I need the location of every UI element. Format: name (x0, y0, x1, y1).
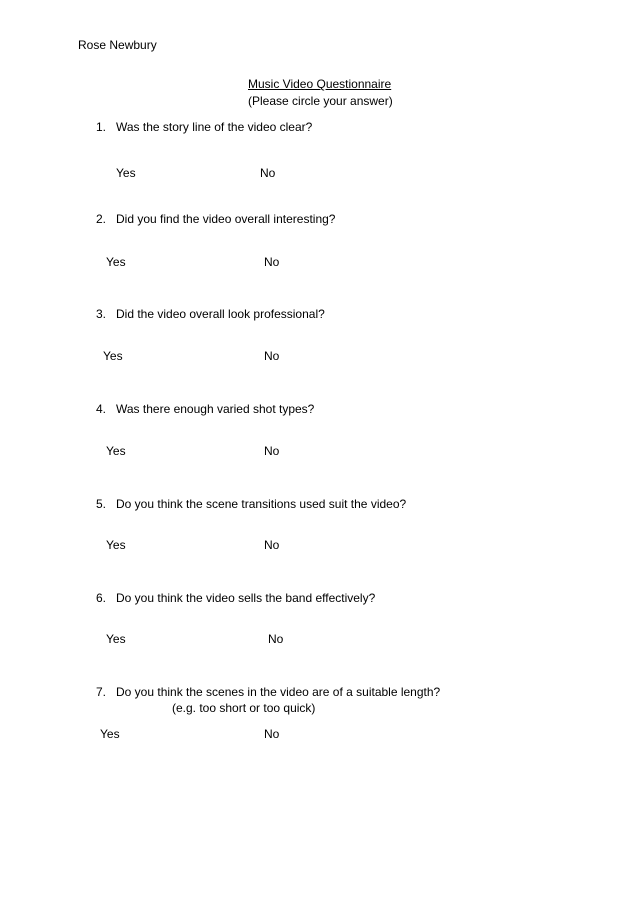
answer-yes[interactable]: Yes (100, 727, 120, 741)
answer-no[interactable]: No (264, 349, 280, 363)
question-number: 6. (96, 591, 107, 605)
question-number: 2. (96, 212, 107, 226)
question-text: Did you find the video overall interesting? (116, 212, 336, 226)
question-text: Do you think the video sells the band effectively? (116, 591, 376, 605)
answer-yes[interactable]: Yes (106, 538, 126, 552)
question-number: 7. (96, 685, 107, 699)
document-title: Music Video Questionnaire (248, 77, 392, 91)
instructions: (Please circle your answer) (248, 94, 393, 108)
question-text: Do you think the scene transitions used suit the video? (116, 497, 407, 511)
answer-no[interactable]: No (264, 444, 280, 458)
answer-no[interactable]: No (260, 166, 276, 180)
answer-yes[interactable]: Yes (103, 349, 123, 363)
question-text: Was the story line of the video clear? (116, 120, 313, 134)
question-number: 4. (96, 402, 107, 416)
question-subtext: (e.g. too short or too quick) (172, 701, 316, 715)
answer-yes[interactable]: Yes (106, 255, 126, 269)
question-text: Did the video overall look professional? (116, 307, 325, 321)
answer-yes[interactable]: Yes (106, 632, 126, 646)
answer-no[interactable]: No (264, 255, 280, 269)
question-text: Do you think the scenes in the video are of a suitable length? (116, 685, 441, 699)
answer-no[interactable]: No (268, 632, 284, 646)
author-name: Rose Newbury (78, 38, 157, 52)
question-text: Was there enough varied shot types? (116, 402, 315, 416)
question-number: 5. (96, 497, 107, 511)
answer-yes[interactable]: Yes (106, 444, 126, 458)
answer-yes[interactable]: Yes (116, 166, 136, 180)
answer-no[interactable]: No (264, 538, 280, 552)
answer-no[interactable]: No (264, 727, 280, 741)
question-number: 1. (96, 120, 107, 134)
question-number: 3. (96, 307, 107, 321)
